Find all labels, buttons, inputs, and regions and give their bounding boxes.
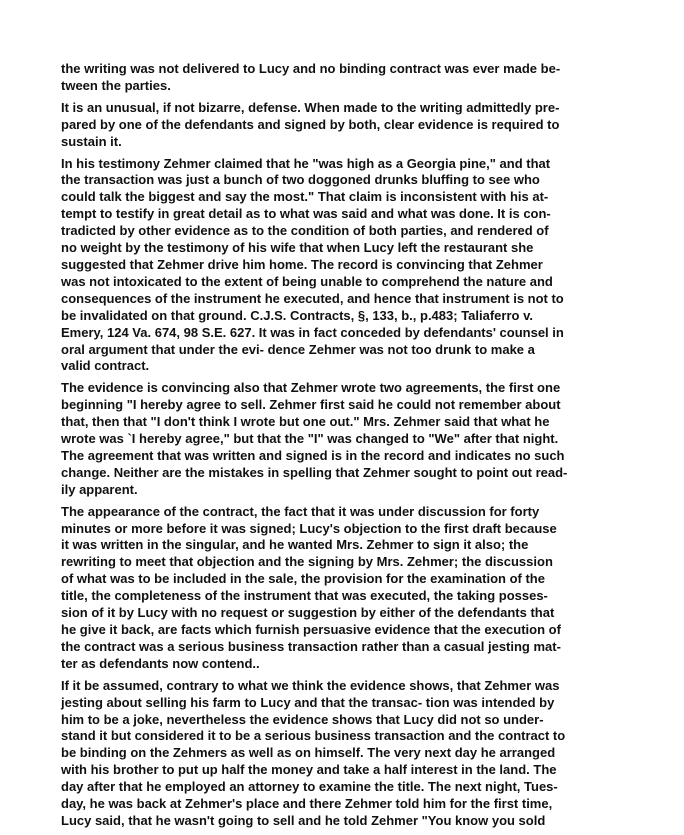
text-line: The appearance of the contract, the fact that it was under discussion for forty xyxy=(61,503,540,519)
text-line: of what was to be included in the sale, the provision for the examination of the xyxy=(61,571,545,587)
paragraph-5 xyxy=(61,504,621,673)
text-line: no weight by the testimony of his wife that when Lucy left the restaurant she xyxy=(61,240,534,256)
text-line: tempt to testify in great detail as to what was said and what was done. It is con- xyxy=(61,206,551,222)
text-line: sion of it by Lucy with no request or suggestion by either of the defendants that xyxy=(61,605,555,621)
text-line: the writing was not delivered to Lucy and no binding contract was ever made be- xyxy=(61,61,561,76)
text-line: the contract was a serious business transaction rather than a casual jesting mat- xyxy=(61,638,561,654)
text-line: consequences of the instrument he executed, and hence that instrument is not to xyxy=(61,290,564,306)
paragraph-4 xyxy=(61,380,621,498)
text-line: pared by one of the defendants and signed by both, clear evidence is required to xyxy=(61,116,560,132)
text-line: suggested that Zehmer drive him home. The record is convincing that Zehmer xyxy=(61,256,543,272)
text-line: If it be assumed, contrary to what we think the evidence shows, that Zehmer was xyxy=(61,677,560,693)
text-line: could talk the biggest and say the most." That claim is inconsistent with his at- xyxy=(61,189,549,205)
text-line: the transaction was just a bunch of two doggoned drunks bluffing to see who xyxy=(61,172,540,188)
text-line: tradicted by other evidence as to the condition of both parties, and rendered of xyxy=(61,223,549,239)
text-line: oral argument that under the evi- dence Zehmer was not too drunk to make a xyxy=(61,341,535,357)
text-line: The agreement that was written and signed is in the record and indicates no such xyxy=(61,447,565,463)
text-line: with his brother to put up half the money and take a half interest in the land. The xyxy=(61,762,557,778)
text-line: day after that he employed an attorney to examine the title. The next night, Tues- xyxy=(61,779,558,795)
text-line: it was written in the singular, and he wanted Mrs. Zehmer to sign it also; the xyxy=(61,537,529,553)
text-line: In his testimony Zehmer claimed that he "was high as a Georgia pine," and that xyxy=(61,155,551,171)
text-line: rewriting to meet that objection and the signing by Mrs. Zehmer; the discussion xyxy=(61,554,553,570)
text-line: stand it but considered it to be a serious business transaction and the contract to xyxy=(61,728,566,744)
text-line: be invalidated on that ground. C.J.S. Contracts, §, 133, b., p.483; Taliaferro v. xyxy=(61,307,533,323)
text-line: Emery, 124 Va. 674, 98 S.E. 627. It was in fact conceded by defendants' counsel in xyxy=(61,324,564,340)
text-line: be binding on the Zehmers as well as on himself. The very next day he arranged xyxy=(61,745,556,761)
text-line: Lucy said, that he wasn't going to sell and he told Zehmer "You know you sold xyxy=(61,812,546,828)
text-line: that, then that "I don't think I wrote but one out." Mrs. Zehmer said that what he xyxy=(61,414,550,430)
text-line: change. Neither are the mistakes in spelling that Zehmer sought to point out read- xyxy=(61,464,568,480)
text-line: minutes or more before it was signed; Lucy's objection to the first draft because xyxy=(61,520,557,536)
paragraph-3 xyxy=(61,156,621,376)
paragraph-6 xyxy=(61,678,621,830)
text-line: tween the parties. xyxy=(61,77,171,93)
text-line: was not intoxicated to the extent of being unable to comprehend the nature and xyxy=(61,273,553,289)
text-line: jesting about selling his farm to Lucy and that the transac- tion was intended by xyxy=(61,694,555,710)
text-line: valid contract. xyxy=(61,358,150,374)
paragraph-2 xyxy=(61,100,621,151)
text-line: It is an unusual, if not bizarre, defense. When made to the writing admittedly pre- xyxy=(61,99,560,115)
document-page xyxy=(61,61,621,835)
text-line: wrote was `I hereby agree," but that the "I" was changed to "We" after that night. xyxy=(61,431,559,447)
text-line: title, the completeness of the instrument that was executed, the taking posses- xyxy=(61,588,548,604)
text-line: he give it back, are facts which furnish persuasive evidence that the execution of xyxy=(61,622,561,637)
text-line: him to be a joke, nevertheless the evidence shows that Lucy did not so under- xyxy=(61,711,544,727)
text-line: ily apparent. xyxy=(61,481,138,497)
text-line: ter as defendants now contend.. xyxy=(61,655,260,671)
text-line: sustain it. xyxy=(61,133,122,149)
text-line: The evidence is convincing also that Zehmer wrote two agreements, the first one xyxy=(61,380,561,396)
paragraph-1 xyxy=(61,61,621,95)
text-line: day, he was back at Zehmer's place and there Zehmer told him for the first time, xyxy=(61,796,553,812)
text-line: beginning "I hereby agree to sell. Zehmer first said he could not remember about xyxy=(61,397,561,413)
